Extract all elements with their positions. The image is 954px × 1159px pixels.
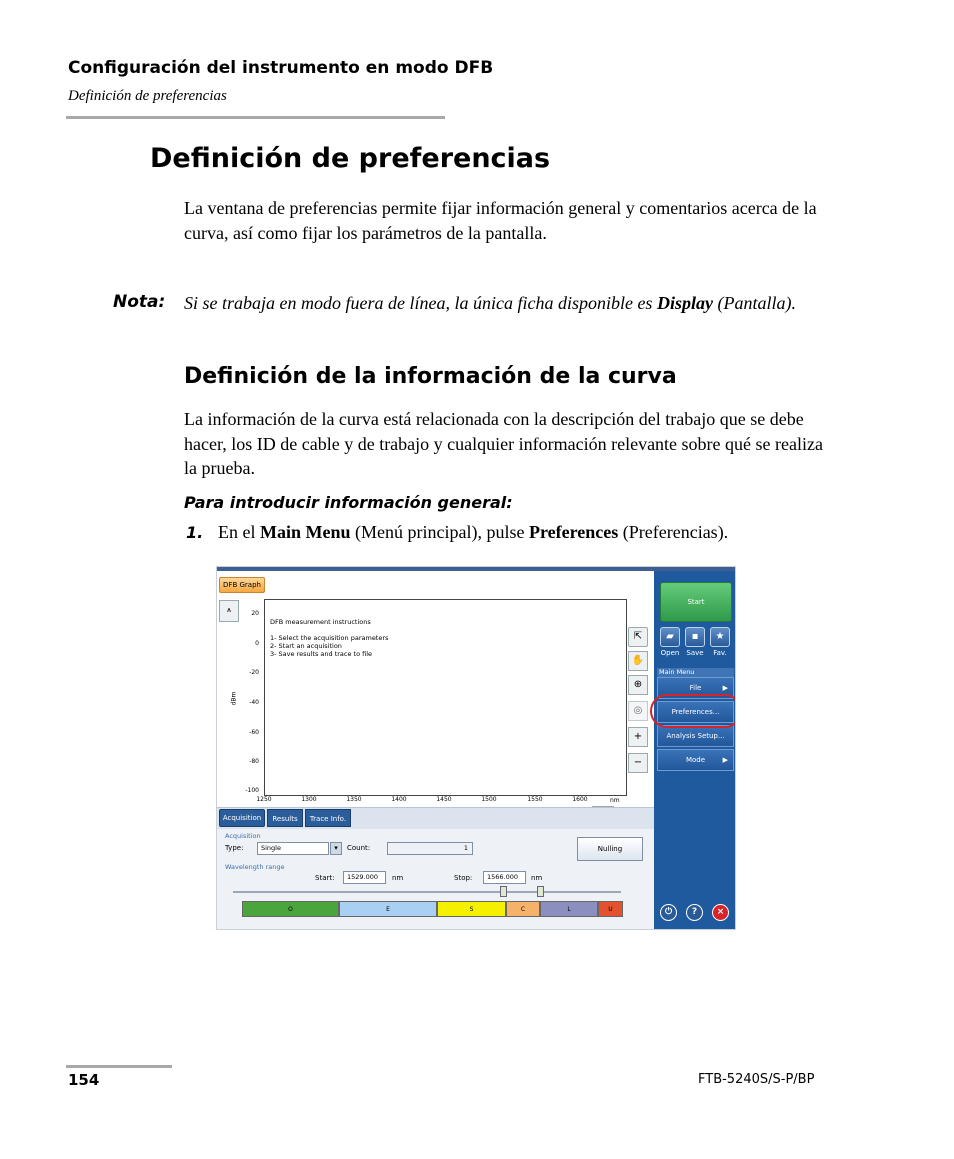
- zoom-reset-icon[interactable]: ◎: [628, 701, 648, 721]
- step-text-2: (Menú principal), pulse: [350, 522, 529, 542]
- start-wavelength-field[interactable]: [343, 871, 386, 884]
- power-icon[interactable]: ⏻: [660, 904, 677, 921]
- count-field[interactable]: [387, 842, 473, 855]
- step-text-1: En el: [218, 522, 260, 542]
- nulling-button[interactable]: Nulling: [577, 837, 643, 861]
- start-unit: nm: [392, 874, 404, 882]
- zoom-in-icon[interactable]: +: [628, 727, 648, 747]
- start-button[interactable]: Start: [660, 582, 732, 622]
- y-axis-label: dBm: [230, 691, 238, 706]
- instructions-title: DFB measurement instructions: [270, 618, 371, 626]
- band-l: L: [540, 901, 598, 917]
- wavelength-group-title: Wavelength range: [225, 863, 285, 871]
- spectrum-thumbnail-icon[interactable]: ⩚: [219, 600, 239, 622]
- step-text-3: (Preferencias).: [618, 522, 729, 542]
- band-c: C: [506, 901, 540, 917]
- instruction-line: 2- Start an acquisition: [270, 642, 342, 650]
- page-heading: Definición de preferencias: [150, 143, 551, 174]
- y-tick: -100: [245, 787, 259, 794]
- pan-hand-icon[interactable]: ✋: [628, 651, 648, 671]
- band-o: O: [242, 901, 339, 917]
- step-number: 1.: [186, 523, 204, 542]
- x-tick: 1350: [346, 796, 362, 803]
- x-tick: 1500: [481, 796, 497, 803]
- menu-item-mode[interactable]: [657, 749, 734, 771]
- step-bold-main-menu: Main Menu: [260, 522, 351, 542]
- page-number: 154: [68, 1071, 100, 1089]
- band-u: U: [598, 901, 623, 917]
- x-tick: 1550: [527, 796, 543, 803]
- dfb-graph-button[interactable]: DFB Graph: [219, 577, 265, 593]
- step-bold-preferences: Preferences: [528, 522, 619, 542]
- x-tick: 1400: [391, 796, 407, 803]
- highlight-circle: [650, 694, 736, 728]
- range-slider-track[interactable]: [233, 891, 621, 893]
- type-select-value: Single: [261, 844, 281, 852]
- model-name: FTB-5240S/S-P/BP: [698, 1072, 815, 1087]
- subheading: Definición de la información de la curva: [184, 364, 677, 389]
- note-text-before: Si se trabaja en modo fuera de línea, la única ficha disponible es: [184, 293, 657, 313]
- zoom-area-icon[interactable]: ⊕: [628, 675, 648, 695]
- open-label: Open: [660, 649, 680, 657]
- open-folder-icon[interactable]: ▰: [660, 627, 680, 647]
- main-menu-header: Main Menu: [657, 668, 734, 677]
- tab-acquisition[interactable]: Acquisition: [219, 809, 265, 827]
- zoom-out-icon[interactable]: −: [628, 753, 648, 773]
- instruction-line: 1- Select the acquisition parameters: [270, 634, 389, 642]
- y-tick: 0: [255, 640, 259, 647]
- x-tick: 1300: [301, 796, 317, 803]
- type-select[interactable]: [257, 842, 329, 855]
- note-text-after: (Pantalla).: [712, 293, 796, 313]
- procedure-title: Para introducir información general:: [184, 493, 513, 512]
- note-text-bold: Display: [656, 293, 713, 313]
- section-subtitle: Definición de preferencias: [68, 88, 227, 104]
- y-tick: -20: [249, 669, 259, 676]
- note-label: Nota:: [113, 292, 166, 312]
- favorite-star-icon[interactable]: ★: [710, 627, 730, 647]
- menu-item-mode-label: Mode: [685, 756, 706, 764]
- x-tick: 1250: [256, 796, 272, 803]
- count-label: Count:: [347, 844, 371, 852]
- stop-unit: nm: [531, 874, 543, 882]
- menu-item-analysis-setup-label: Analysis Setup...: [666, 732, 725, 740]
- menu-item-file-label: File: [689, 684, 702, 692]
- intro-paragraph: La ventana de preferencias permite fijar información general y comentarios acerca de la curva, así como fijar los parámetros de la pantalla.: [184, 198, 817, 243]
- note-text: [184, 291, 824, 316]
- instruction-line: 3- Save results and trace to file: [270, 650, 373, 658]
- app-screenshot: [216, 566, 736, 930]
- graph-area[interactable]: [264, 599, 627, 796]
- range-start-handle[interactable]: [500, 886, 507, 897]
- help-icon[interactable]: ?: [686, 904, 703, 921]
- range-stop-handle[interactable]: [537, 886, 544, 897]
- y-tick: 20: [251, 610, 259, 617]
- band-s: S: [437, 901, 506, 917]
- footer-rule: [66, 1065, 172, 1068]
- acquisition-group-title: Acquisition: [225, 832, 261, 840]
- stop-wavelength-field[interactable]: [483, 871, 526, 884]
- sub-paragraph: La información de la curva está relacionada con la descripción del trabajo que se debe hacer, los ID de cable y de trabajo y cualquier información relevante sobre qué se realiza la prueba.: [184, 409, 823, 478]
- count-field-value: 1: [463, 844, 468, 852]
- band-e: E: [339, 901, 437, 917]
- menu-item-preferences-label: Preferences...: [671, 708, 720, 716]
- menu-item-analysis-setup[interactable]: [657, 725, 734, 747]
- x-tick: 1600: [572, 796, 588, 803]
- close-icon[interactable]: ×: [712, 904, 729, 921]
- x-unit: nm: [610, 797, 620, 804]
- step-text: [218, 522, 728, 543]
- tab-results[interactable]: Results: [267, 809, 303, 827]
- y-tick: -60: [249, 729, 259, 736]
- save-disk-icon[interactable]: ▪: [685, 627, 705, 647]
- type-label: Type:: [225, 844, 244, 852]
- chevron-right-icon: ▶: [722, 756, 728, 764]
- save-label: Save: [686, 649, 704, 657]
- tab-trace-info[interactable]: Trace Info.: [305, 809, 351, 827]
- chevron-down-icon[interactable]: ▾: [330, 842, 342, 855]
- stop-wavelength-value: 1566.000: [487, 873, 519, 881]
- y-tick: -40: [249, 699, 259, 706]
- start-label: Start:: [315, 874, 335, 882]
- y-tick: -80: [249, 758, 259, 765]
- stop-label: Stop:: [454, 874, 473, 882]
- header-rule: [66, 116, 445, 119]
- start-wavelength-value: 1529.000: [347, 873, 379, 881]
- fav-label: Fav.: [713, 649, 727, 657]
- x-tick: 1450: [436, 796, 452, 803]
- chevron-right-icon: ▶: [722, 684, 728, 692]
- chapter-title: Configuración del instrumento en modo DFB: [68, 58, 494, 78]
- cursor-tool-icon[interactable]: ⇱: [628, 627, 648, 647]
